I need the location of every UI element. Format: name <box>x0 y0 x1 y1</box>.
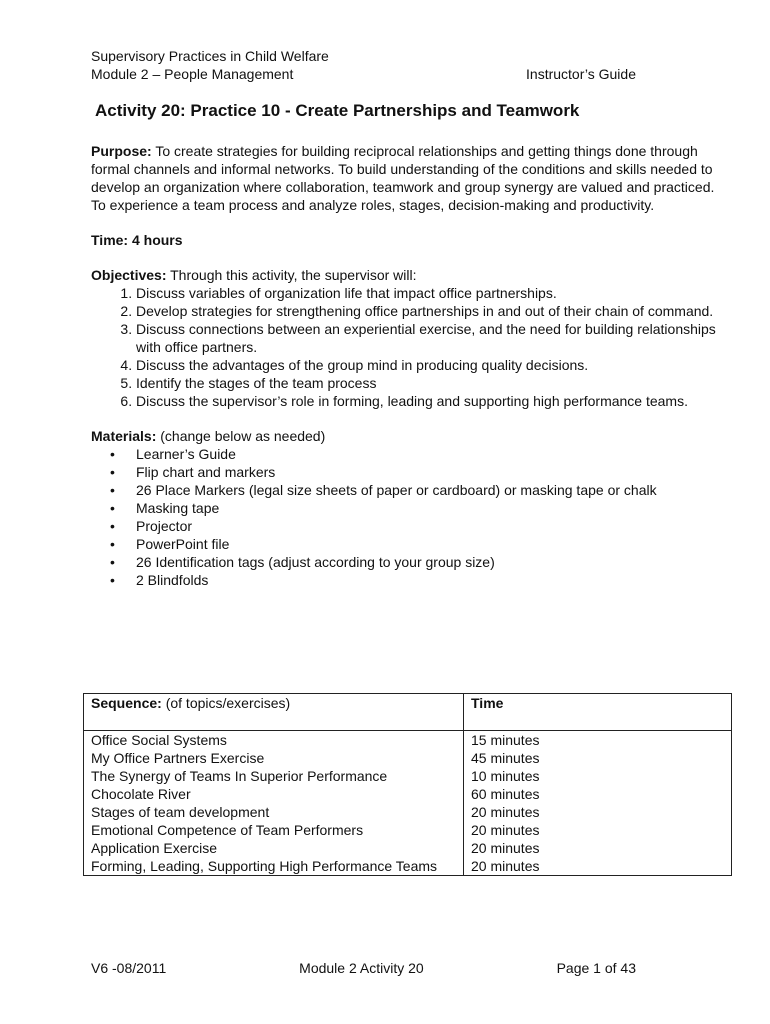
material-item: • 26 Identification tags (adjust according to your group size) <box>136 553 731 571</box>
material-item: • Masking tape <box>136 499 731 517</box>
times-cell <box>464 731 732 876</box>
page-footer <box>91 960 636 976</box>
topic-item: Emotional Competence of Team Performers <box>91 822 364 838</box>
objective-item: 3. Discuss connections between an experiential exercise, and the need for building relationships with office partners. <box>136 320 731 356</box>
material-item: • 26 Place Markers (legal size sheets of paper or cardboard) or masking tape or chalk <box>136 481 731 499</box>
purpose-text: To create strategies for building reciprocal relationships and getting things done through formal channels and informal networks. To build understanding of the conditions and skills needed to develop an organization where collaboration, teamwork and group synergy are valued and practiced. To experience a team process and analyze roles, stages, decision-making and productivity. <box>91 143 715 213</box>
topic-item: Office Social Systems <box>91 732 227 748</box>
header-guide-type: Instructor’s Guide <box>526 66 636 82</box>
topic-item: Forming, Leading, Supporting High Performance Teams <box>91 858 438 874</box>
materials-label: Materials: <box>91 428 157 444</box>
objectives-list <box>91 284 731 410</box>
topics-cell <box>84 731 464 876</box>
objective-item: 1. Discuss variables of organization life that impact office partnerships. <box>136 284 731 302</box>
header-row <box>91 65 636 83</box>
material-item: • Learner’s Guide <box>136 445 731 463</box>
footer-version: V6 -08/2011 <box>91 960 167 976</box>
objectives-intro: Through this activity, the supervisor will: <box>166 267 417 283</box>
topic-item: Application Exercise <box>91 840 218 856</box>
materials-heading <box>91 427 731 445</box>
footer-module: Module 2 Activity 20 <box>299 960 424 976</box>
topic-item: My Office Partners Exercise <box>91 750 265 766</box>
time-item: 10 minutes <box>471 768 540 784</box>
material-item: • Projector <box>136 517 731 535</box>
time-item: 45 minutes <box>471 750 540 766</box>
objectives-label: Objectives: <box>91 267 167 283</box>
purpose-label: Purpose: <box>91 143 152 159</box>
sequence-header-note: (of topics/exercises) <box>161 695 291 711</box>
time-item: 20 minutes <box>471 804 540 820</box>
header-module: Module 2 – People Management <box>91 66 294 82</box>
activity-title: Activity 20: Practice 10 - Create Partnerships and Teamwork <box>95 101 580 120</box>
time-line <box>91 231 731 249</box>
time-header-label: Time <box>471 695 504 711</box>
sequence-header-cell <box>84 694 464 731</box>
objective-item: 5. Identify the stages of the team process <box>136 374 731 392</box>
purpose-paragraph <box>91 142 731 214</box>
sequence-header-label: Sequence: <box>91 695 162 711</box>
topic-item: The Synergy of Teams In Superior Performance <box>91 768 388 784</box>
material-item: • 2 Blindfolds <box>136 571 731 589</box>
material-item: • PowerPoint file <box>136 535 731 553</box>
topic-item: Stages of team development <box>91 804 270 820</box>
document-body <box>91 142 731 589</box>
time-label: Time: 4 hours <box>91 232 183 248</box>
sequence-header-row <box>84 694 732 731</box>
footer-page-number: Page 1 of 43 <box>556 960 636 976</box>
time-header-cell <box>464 694 732 731</box>
running-header <box>91 47 636 83</box>
time-item: 20 minutes <box>471 840 540 856</box>
sequence-table <box>83 693 732 876</box>
objective-item: 2. Develop strategies for strengthening office partnerships in and out of their chain of command. <box>136 302 731 320</box>
objectives-heading <box>91 266 731 284</box>
time-item: 60 minutes <box>471 786 540 802</box>
materials-list <box>91 445 731 589</box>
time-item: 20 minutes <box>471 858 540 874</box>
material-item: • Flip chart and markers <box>136 463 731 481</box>
objective-item: 6. Discuss the supervisor’s role in forming, leading and supporting high performance teams. <box>136 392 731 410</box>
header-course-title: Supervisory Practices in Child Welfare <box>91 48 329 64</box>
objective-item: 4. Discuss the advantages of the group mind in producing quality decisions. <box>136 356 731 374</box>
time-item: 20 minutes <box>471 822 540 838</box>
materials-note: (change below as needed) <box>156 428 326 444</box>
time-item: 15 minutes <box>471 732 540 748</box>
sequence-body-row <box>84 731 732 876</box>
topic-item: Chocolate River <box>91 786 191 802</box>
